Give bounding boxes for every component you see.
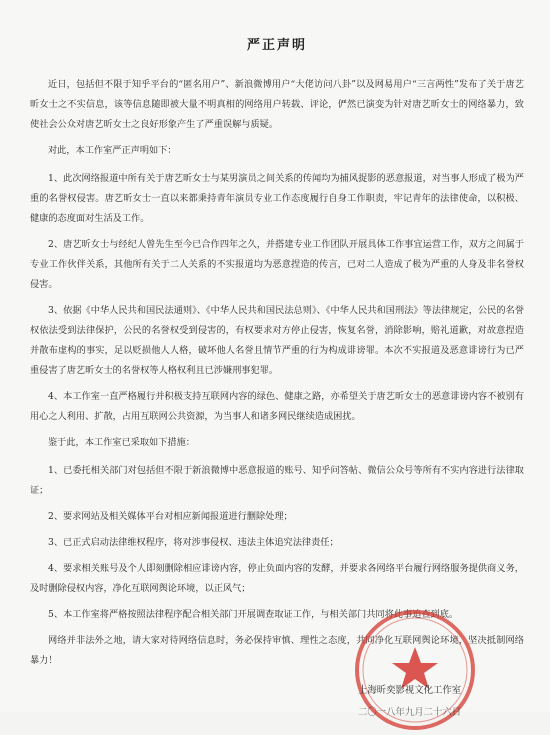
intro-paragraph: 近日，包括但不限于知乎平台的“匿名用户”、新浪微博用户“大佬访问八卦”以及网易用户“三言两性”发布了关于唐艺昕女士之不实信息，该等信息随即被大量不明真相的网络用户转载、评论，俨然已演变为针对唐艺昕女士的网络暴力，致使社会公众对唐艺昕女士之良好形象产生了严重误解与质疑。 [30, 79, 524, 130]
statement-point-4: 4、本工作室一直严格履行并积极支持互联网内容的绿色、健康之路，亦希望关于唐艺昕女士的恶意诽谤内容不被别有用心之人利用、扩散，占用互联网公共资源，为当事人和诸多网民继续造成困扰。 [30, 391, 524, 422]
measure-4: 4、要求相关账号及个人即刻删除相应诽谤内容，停止负面内容的发酵，并要求各网络平台履行网络服务提供商义务，及时删除侵权内容，净化互联网舆论环境，以正风气； [30, 563, 524, 594]
statement-point-1: 1、此次网络报道中所有关于唐艺昕女士与某男演员之间关系的传闻均为捕风捉影的恶意报道，对当事人形成了极为严重的名誉权侵害。唐艺昕女士一直以来都秉持青年演员专业工作态度履行自身工作职责，牢记青年的法律使命，以积极、健康的态度面对生活及工作。 [30, 173, 524, 224]
signing-date: 二〇一八年九月二十六日 [358, 707, 462, 718]
signing-organization: 上海昕奕影视文化工作室 [358, 685, 462, 696]
statement-point-2: 2、唐艺昕女士与经纪人曾先生至今已合作四年之久，并搭建专业工作团队开展具体工作事宜运营工作，双方之间属于专业工作伙伴关系，其他所有关于二人关系的不实报道均为恶意捏造的传言，已对二人造成了极为严重的人身及非名誉权侵害。 [30, 239, 524, 290]
declaration-heading: 对此，本工作室严正声明如下： [48, 145, 177, 156]
closing-paragraph: 网络并非法外之地，请大家对待网络信息时，务必保持审慎、理性之态度，共同净化互联网舆论环境，坚决抵制网络暴力！ [30, 635, 524, 666]
measures-heading: 鉴于此，本工作室已采取如下措施： [48, 437, 195, 448]
measure-1: 1、已委托相关部门对包括但不限于新浪微博中恶意报道的账号、知乎问答帖、微信公众号等所有不实内容进行法律取证； [30, 465, 524, 496]
document-title: 严正声明 [246, 38, 307, 53]
statement-point-3: 3、依据《中华人民共和国民法通则》、《中华人民共和国民法总则》、《中华人民共和国刑法》等法律规定，公民的名誉权依法受到法律保护，公民的名誉权受到侵害的，有权要求对方停止侵害，恢复名誉，消除影响，赔礼道歉，对故意捏造并散布虚构的事实，足以贬损他人人格，破坏他人名誉且情节严重的行为构成诽谤罪。本次不实报道及恶意诽谤行为已严重侵害了唐艺昕女士的名誉权等人格权利且已涉嫌刑事犯罪。 [30, 305, 524, 376]
measure-2: 2、要求网站及相关媒体平台对相应新闻报道进行删除处理； [48, 511, 293, 522]
measure-5: 5、本工作室将严格按照法律程序配合相关部门开展调查取证工作，与相关部门共同将此事追查到底。 [48, 609, 459, 620]
measure-3: 3、已正式启动法律维权程序，将对涉事侵权、违法主体追究法律责任； [48, 537, 339, 548]
signature-block [358, 680, 461, 724]
